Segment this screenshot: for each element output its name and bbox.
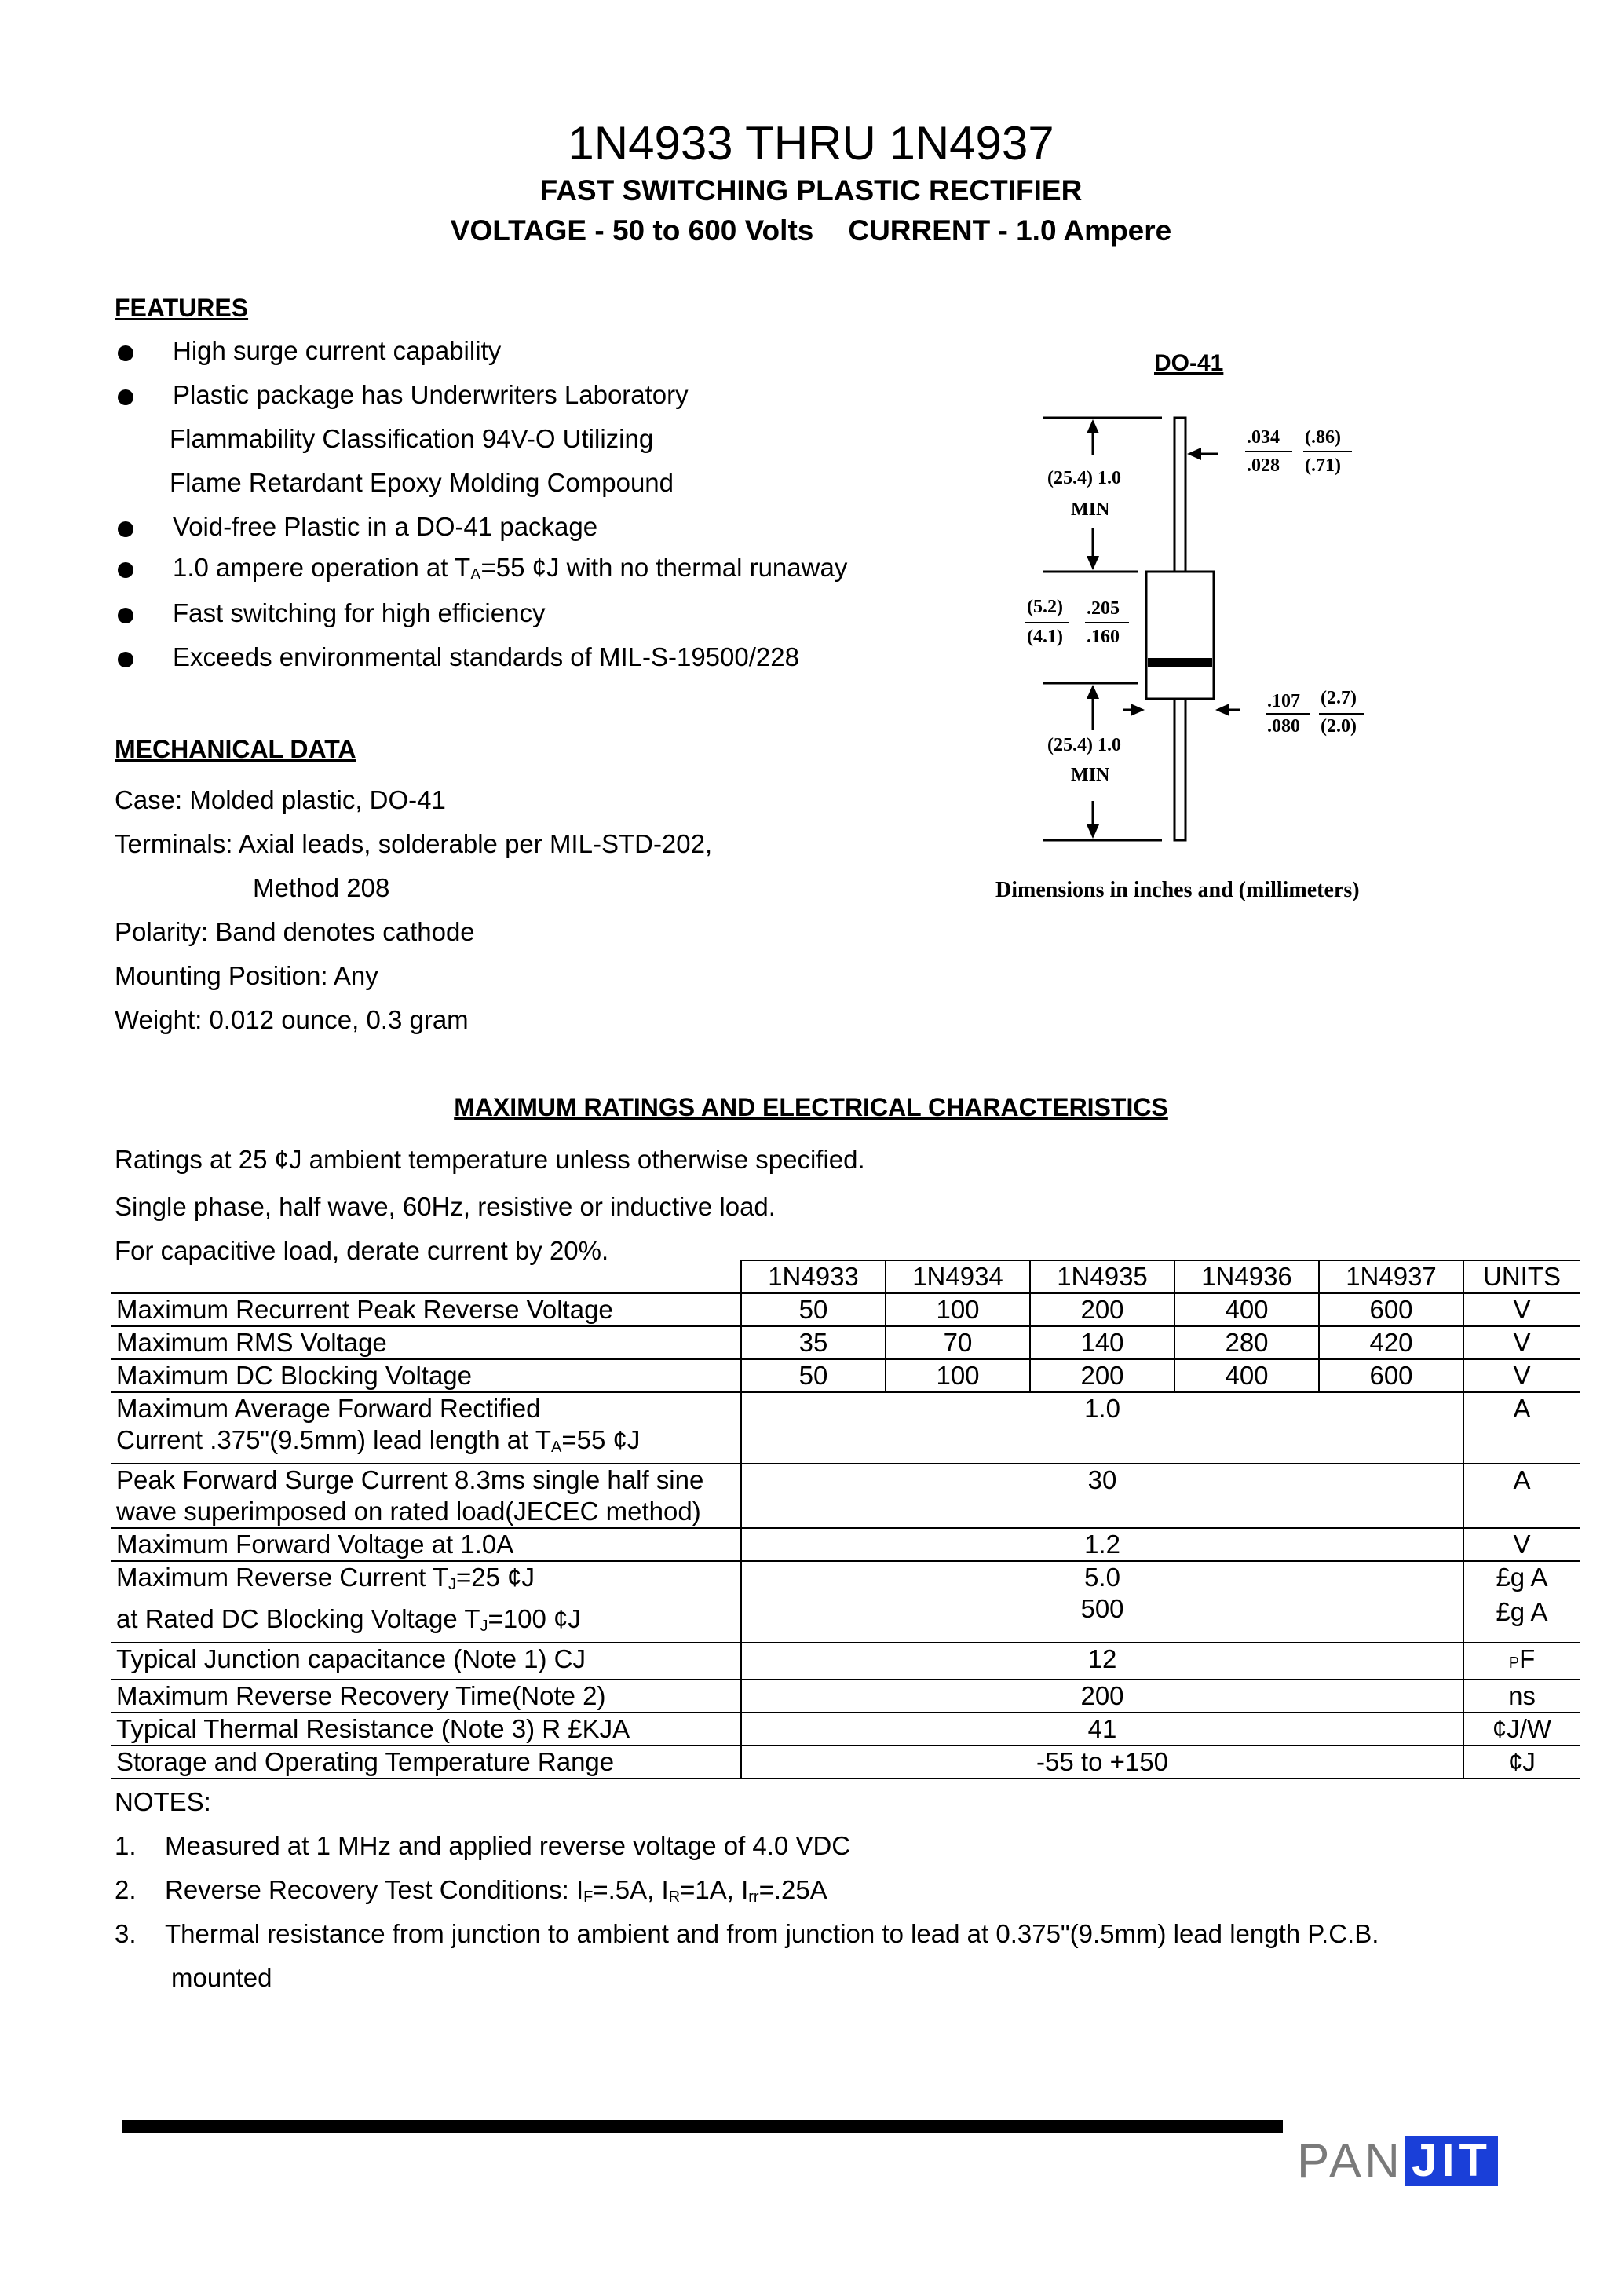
dim-body-len-in-2: .160	[1087, 627, 1120, 647]
table-row	[111, 1561, 1580, 1643]
dim-body-dia-mm-1: (2.7)	[1321, 688, 1357, 708]
dim-body-dia-mm-2: (2.0)	[1321, 716, 1357, 737]
do41-outline-diagram	[1005, 393, 1413, 864]
footer-rule	[122, 2120, 1283, 2133]
row-label: Maximum Recurrent Peak Reverse Voltage	[111, 1293, 741, 1326]
table-row	[111, 1293, 1580, 1326]
fraction-line	[1303, 451, 1352, 452]
features-heading: FEATURES	[115, 294, 249, 322]
unit-cell: A	[1463, 1392, 1580, 1464]
brand-logo-jit: JIT	[1405, 2136, 1498, 2186]
dim-lead-min-top: MIN	[1071, 499, 1110, 520]
diode-body	[1146, 572, 1214, 699]
table-row	[111, 1326, 1580, 1359]
dim-body-len-mm-2: (4.1)	[1027, 627, 1063, 647]
bullet-icon	[118, 608, 133, 623]
cell: 400	[1174, 1359, 1319, 1392]
note-1: Measured at 1 MHz and applied reverse voltage of 4.0 VDC	[165, 1831, 851, 1860]
dim-lead-dia-in-1: .034	[1247, 427, 1280, 448]
feature-item: Plastic package has Underwriters Laboratory	[173, 380, 689, 409]
table-header-row	[111, 1260, 1580, 1293]
col-header-units: UNITS	[1463, 1260, 1580, 1293]
mech-line: Case: Molded plastic, DO-41	[115, 785, 446, 814]
cell: 41	[741, 1713, 1463, 1746]
col-header: 1N4933	[741, 1260, 886, 1293]
fraction-line	[1085, 622, 1129, 623]
cell: 30	[741, 1464, 1463, 1528]
table-row	[111, 1359, 1580, 1392]
cell: 600	[1319, 1359, 1463, 1392]
unit-cell: ¢J/W	[1463, 1713, 1580, 1746]
cell: 5.0 500	[741, 1561, 1463, 1643]
current-rating: CURRENT - 1.0 Ampere	[848, 214, 1172, 247]
table-row	[111, 1746, 1580, 1779]
row-label: Maximum Reverse Recovery Time(Note 2)	[111, 1680, 741, 1713]
dim-lead-dia-in-2: .028	[1247, 455, 1280, 476]
note-number: 2.	[115, 1875, 137, 1904]
table-row	[111, 1680, 1580, 1713]
note-3: Thermal resistance from junction to ambient and from junction to lead at 0.375"(9.5mm) lead length P.C.B.	[165, 1919, 1379, 1948]
cell: 420	[1319, 1326, 1463, 1359]
table-row	[111, 1464, 1580, 1528]
dim-lead-min-bottom: MIN	[1071, 765, 1110, 785]
dim-lead-dia-mm-2: (.71)	[1305, 455, 1341, 476]
top-lead	[1174, 418, 1185, 572]
bullet-icon	[118, 652, 133, 667]
bullet-icon	[118, 345, 133, 361]
cell: 1.2	[741, 1528, 1463, 1561]
unit-cell: A	[1463, 1464, 1580, 1528]
fraction-line	[1025, 622, 1069, 623]
feature-item: High surge current capability	[173, 336, 502, 365]
ratings-table	[111, 1260, 1580, 1779]
feature-item-cont: Flammability Classification 94V-O Utilizing	[170, 424, 654, 453]
mech-line: Mounting Position: Any	[115, 961, 378, 990]
bullet-icon	[118, 521, 133, 537]
unit-cell: ns	[1463, 1680, 1580, 1713]
cell: 50	[741, 1359, 886, 1392]
mechanical-heading: MECHANICAL DATA	[115, 735, 356, 763]
note-number: 3.	[115, 1919, 137, 1948]
cell: 50	[741, 1293, 886, 1326]
row-label: Peak Forward Surge Current 8.3ms single half sine wave superimposed on rated load(JECEC method)	[111, 1464, 741, 1528]
unit-cell: PF	[1463, 1643, 1580, 1680]
notes-heading: NOTES:	[115, 1787, 211, 1816]
mech-line: Terminals: Axial leads, solderable per MIL-STD-202,	[115, 829, 713, 858]
cell: 12	[741, 1643, 1463, 1680]
package-label: DO-41	[1154, 350, 1224, 376]
row-label: Storage and Operating Temperature Range	[111, 1746, 741, 1779]
feature-item-cont: Flame Retardant Epoxy Molding Compound	[170, 468, 674, 497]
cell: 280	[1174, 1326, 1319, 1359]
feature-item: Exceeds environmental standards of MIL-S-19500/228	[173, 642, 799, 671]
unit-cell: V	[1463, 1326, 1580, 1359]
ratings-heading: MAXIMUM RATINGS AND ELECTRICAL CHARACTERISTICS	[454, 1093, 1168, 1121]
cell: 1.0	[741, 1392, 1463, 1464]
dim-lead-dia-mm-1: (.86)	[1305, 427, 1341, 448]
diagram-caption: Dimensions in inches and (millimeters)	[995, 878, 1360, 902]
note-2: Reverse Recovery Test Conditions: $I_F=.5A$, $I_R=1A$, $I_{rr}=.25A$	[165, 1875, 827, 1906]
cell: 200	[1030, 1359, 1174, 1392]
row-label: Typical Junction capacitance (Note 1) CJ	[111, 1643, 741, 1680]
unit-cell: V	[1463, 1359, 1580, 1392]
col-header: 1N4934	[886, 1260, 1030, 1293]
ratings-note: Ratings at 25 ¢J ambient temperature unless otherwise specified.	[115, 1145, 865, 1174]
dim-lead-length-bottom: (25.4) 1.0	[1047, 735, 1121, 755]
unit-cell: V	[1463, 1293, 1580, 1326]
page-title: 1N4933 THRU 1N4937	[568, 117, 1054, 170]
dim-lead-length-top: (25.4) 1.0	[1047, 468, 1121, 488]
row-label: Maximum Forward Voltage at 1.0A	[111, 1528, 741, 1561]
row-label: Maximum DC Blocking Voltage	[111, 1359, 741, 1392]
mech-line: Weight: 0.012 ounce, 0.3 gram	[115, 1005, 469, 1034]
unit-cell: £g A £g A	[1463, 1561, 1580, 1643]
mech-line: Polarity: Band denotes cathode	[115, 917, 475, 946]
row-label: Typical Thermal Resistance (Note 3) R £KJA	[111, 1713, 741, 1746]
cell: 140	[1030, 1326, 1174, 1359]
brand-logo-pan: PAN	[1297, 2134, 1403, 2188]
bottom-lead	[1174, 699, 1185, 840]
fraction-line	[1245, 451, 1292, 452]
cell: 100	[886, 1293, 1030, 1326]
unit-cell: ¢J	[1463, 1746, 1580, 1779]
cell: 400	[1174, 1293, 1319, 1326]
cell: 200	[741, 1680, 1463, 1713]
fraction-line	[1319, 713, 1364, 715]
table-row	[111, 1528, 1580, 1561]
feature-item: Void-free Plastic in a DO-41 package	[173, 512, 598, 541]
voltage-range: VOLTAGE - 50 to 600 Volts	[450, 214, 814, 247]
col-header: 1N4937	[1319, 1260, 1463, 1293]
voltage-current-line	[0, 214, 1622, 247]
table-row	[111, 1643, 1580, 1680]
bullet-icon	[118, 562, 133, 578]
mech-line: Method 208	[253, 873, 390, 902]
bullet-icon	[118, 389, 133, 405]
cell: 70	[886, 1326, 1030, 1359]
row-label: Maximum RMS Voltage	[111, 1326, 741, 1359]
cell: 600	[1319, 1293, 1463, 1326]
feature-item: 1.0 ampere operation at $T_A=55$ ¢J with no thermal runaway	[173, 553, 848, 583]
ratings-note: For capacitive load, derate current by 20%.	[115, 1236, 609, 1265]
note-3-cont: mounted	[171, 1963, 272, 1992]
dim-body-len-in-1: .205	[1087, 598, 1120, 619]
dim-body-len-mm-1: (5.2)	[1027, 597, 1063, 617]
col-header: 1N4935	[1030, 1260, 1174, 1293]
table-row	[111, 1392, 1580, 1464]
fraction-line	[1266, 713, 1310, 715]
cell: 200	[1030, 1293, 1174, 1326]
table-row	[111, 1713, 1580, 1746]
cathode-band	[1148, 658, 1212, 667]
cell: 35	[741, 1326, 886, 1359]
row-label: Maximum Average Forward Rectified Current .375"(9.5mm) lead length at $T_A=55$ ¢J	[111, 1392, 741, 1464]
dim-body-dia-in-1: .107	[1267, 691, 1300, 711]
cell: -55 to +150	[741, 1746, 1463, 1779]
ratings-note: Single phase, half wave, 60Hz, resistive or inductive load.	[115, 1192, 776, 1221]
cell: 100	[886, 1359, 1030, 1392]
row-label: Maximum Reverse Current $T_J=25$ ¢J at Rated DC Blocking Voltage $T_J=100$ ¢J	[111, 1561, 741, 1643]
page-subtitle: FAST SWITCHING PLASTIC RECTIFIER	[539, 174, 1083, 207]
unit-cell: V	[1463, 1528, 1580, 1561]
dim-body-dia-in-2: .080	[1267, 716, 1300, 737]
note-number: 1.	[115, 1831, 137, 1860]
feature-item: Fast switching for high efficiency	[173, 598, 546, 627]
col-header: 1N4936	[1174, 1260, 1319, 1293]
